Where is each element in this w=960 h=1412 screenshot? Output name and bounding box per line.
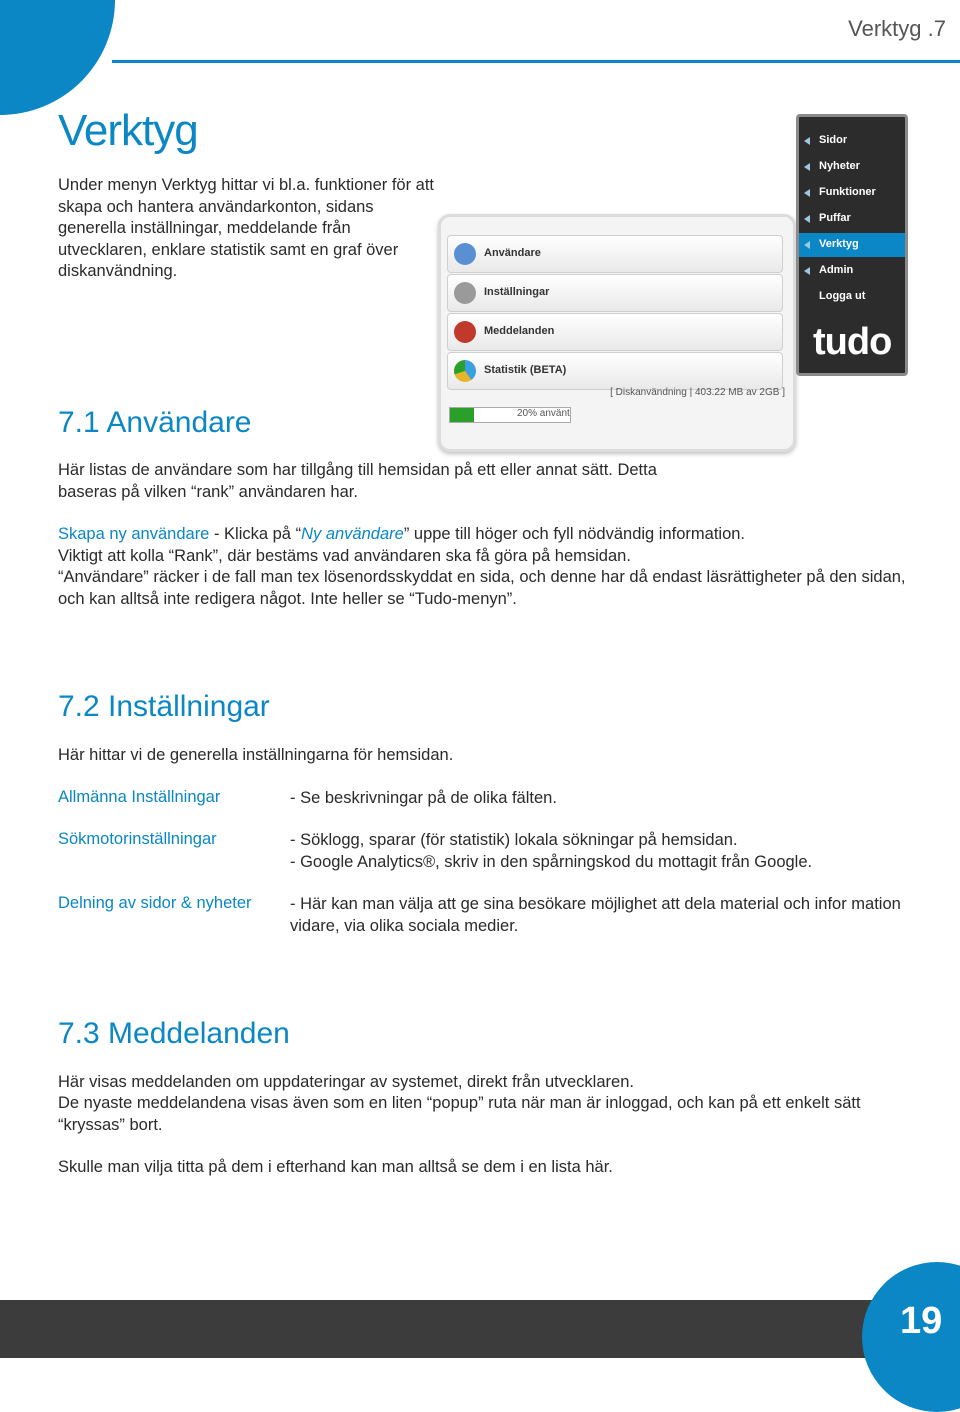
panel-item-statistics: Statistik (BETA)	[447, 352, 783, 390]
messages-paragraph: Här visas meddelanden om uppdateringar av systemet, direkt från utvecklaren.	[58, 1073, 634, 1091]
settings-term: Delning av sidor & nyheter	[58, 894, 252, 912]
menu-item-funktioner: Funktioner	[799, 181, 905, 205]
settings-intro: Här hittar vi de generella inställningarna för hemsidan.	[58, 746, 454, 764]
panel-item-settings: Inställningar	[447, 274, 783, 312]
settings-term: Sökmotorinställningar	[58, 830, 217, 848]
settings-description: - Se beskrivningar på de olika fälten.	[290, 789, 557, 807]
section-heading-settings: 7.2 Inställningar	[58, 690, 270, 723]
intro-paragraph: Under menyn Verktyg hittar vi bl.a. funktioner för att skapa och hantera användarkonton, sidans generella inställningar, meddelande från utvecklaren, enklare statistik samt en graf över diskanvändning.	[58, 176, 435, 280]
menu-item-verktyg: Verktyg	[799, 233, 905, 257]
page-title: Verktyg	[58, 106, 198, 155]
arrow-left-icon	[804, 215, 810, 223]
settings-description: - Här kan man välja att ge sina besökare möjlighet att dela material och infor mation vidare, via olika sociala medier.	[290, 895, 901, 935]
menu-item-nyheter: Nyheter	[799, 155, 905, 179]
wrench-icon	[454, 282, 476, 304]
users-role-paragraph: “Användare” räcker i de fall man tex lösenordsskyddat en sida, och denne har då endast läsrättigheter på den sidan, och kan alltså inte redigera något. Inte heller se “Tudo-menyn”.	[58, 568, 906, 608]
new-user-term: Ny användare	[301, 525, 404, 543]
arrow-left-icon	[804, 137, 810, 145]
disk-used-label: 20% använt	[517, 408, 570, 419]
tudo-logo: tudo	[813, 321, 892, 363]
tools-panel	[438, 214, 796, 452]
megaphone-icon	[454, 321, 476, 343]
footer-bar	[0, 1300, 960, 1358]
menu-item-admin: Admin	[799, 259, 905, 283]
arrow-left-icon	[804, 241, 810, 249]
arrow-left-icon	[804, 163, 810, 171]
rank-paragraph: Viktigt att kolla “Rank”, där bestäms vad användaren ska få göra på hemsidan.	[58, 547, 631, 565]
create-user-term: Skapa ny användare	[58, 525, 210, 543]
tudo-menu	[796, 114, 908, 376]
messages-popup-paragraph: De nyaste meddelandena visas även som en liten “popup” ruta när man är inloggad, och kan på ett enkelt sätt “kryssas” bort.	[58, 1094, 861, 1134]
menu-item-puffar: Puffar	[799, 207, 905, 231]
menu-item-sidor: Sidor	[799, 129, 905, 153]
panel-item-users: Användare	[447, 235, 783, 273]
section-heading-users: 7.1 Användare	[58, 406, 252, 439]
section-heading-messages: 7.3 Meddelanden	[58, 1017, 290, 1050]
create-user-paragraph: Skapa ny användare - Klicka på “Ny användare” uppe till höger och fyll nödvändig information.	[58, 525, 746, 543]
header-rule	[112, 60, 960, 63]
corner-decoration	[0, 0, 115, 115]
running-header: Verktyg .7	[848, 16, 946, 41]
arrow-left-icon	[804, 267, 810, 275]
settings-term: Allmänna Inställningar	[58, 788, 221, 806]
settings-description: - Söklogg, sparar (för statistik) lokala sökningar på hemsidan. - Google Analytics®, skriv in den spårningskod du mottagit från Google.	[290, 831, 813, 871]
tools-menu-screenshot	[438, 114, 904, 448]
panel-item-messages: Meddelanden	[447, 313, 783, 351]
disk-usage-label: [ Diskanvändning | 403.22 MB av 2GB ]	[610, 387, 785, 398]
users-paragraph: Här listas de användare som har tillgång till hemsidan på ett eller annat sätt. Detta baseras på vilken “rank” användaren har.	[58, 461, 657, 501]
arrow-left-icon	[804, 189, 810, 197]
menu-item-logga-ut: Logga ut	[819, 290, 866, 302]
users-icon	[454, 243, 476, 265]
page-number: 19	[900, 1300, 943, 1342]
messages-list-paragraph: Skulle man vilja titta på dem i efterhand kan man alltså se dem i en lista här.	[58, 1158, 613, 1176]
pie-chart-icon	[454, 360, 476, 382]
